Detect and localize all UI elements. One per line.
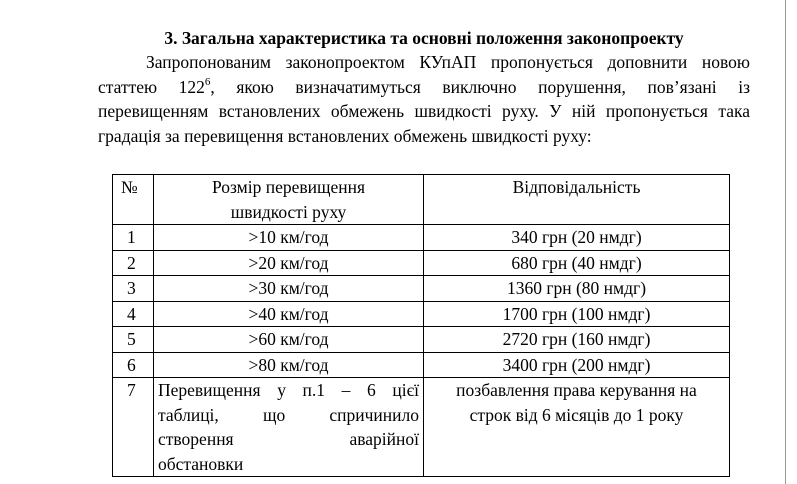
page-edge-line — [785, 0, 786, 484]
row-num: 5 — [113, 327, 154, 353]
row-liability: 1360 грн (80 нмдг) — [424, 276, 730, 302]
cell-line: обстановки — [158, 453, 244, 474]
row-excess: >40 км/год — [154, 301, 424, 327]
cell-line: позбавлення права керування на — [456, 380, 697, 400]
row-liability: 680 грн (40 нмдг) — [424, 250, 730, 276]
row-liability: 340 грн (20 нмдг) — [424, 225, 730, 251]
row-excess: >60 км/год — [154, 327, 424, 353]
article-superscript: 6 — [204, 75, 211, 88]
table-row — [113, 327, 730, 353]
article-ref: статтею 122 — [98, 76, 205, 97]
cell-line: Перевищення у п.1 – 6 цієї — [158, 380, 419, 400]
cell-line: створення аварійної — [158, 429, 419, 449]
paragraph-text: , якою визначатимуться виключно порушення, пов’язані із — [210, 76, 750, 97]
cell-line: строк від 6 місяців до 1 року — [469, 404, 684, 425]
row-excess — [154, 378, 424, 477]
intro-paragraph — [98, 50, 750, 148]
table-row — [113, 225, 730, 251]
row-liability: 1700 грн (100 нмдг) — [424, 301, 730, 327]
row-num: 1 — [113, 225, 154, 251]
table-row — [113, 378, 730, 477]
header-excess-line: швидкості руху — [230, 201, 347, 222]
row-liability: 2720 грн (160 нмдг) — [424, 327, 730, 353]
row-excess: >10 км/год — [154, 225, 424, 251]
paragraph-line: Запропонованим законопроектом КУпАП пропонується доповнити новою — [146, 52, 750, 72]
paragraph-line: перевищенням встановлених обмежень швидкості руху. У ній пропонується така — [98, 101, 750, 121]
cell-line: таблиці, що спричинило — [158, 404, 419, 425]
row-excess: >80 км/год — [154, 352, 424, 378]
row-liability: 3400 грн (200 нмдг) — [424, 352, 730, 378]
table-row — [113, 352, 730, 378]
row-num: 2 — [113, 250, 154, 276]
paragraph-line — [98, 75, 750, 100]
header-excess — [154, 175, 424, 225]
row-excess: >30 км/год — [154, 276, 424, 302]
row-num: 7 — [113, 378, 154, 477]
row-num: 3 — [113, 276, 154, 302]
table-row — [113, 276, 730, 302]
row-num: 6 — [113, 352, 154, 378]
section-title: 3. Загальна характеристика та основні положення законопроекту — [164, 28, 684, 48]
table-row — [113, 250, 730, 276]
header-liability: Відповідальність — [424, 175, 730, 225]
header-num: № — [113, 175, 154, 225]
row-excess: >20 км/год — [154, 250, 424, 276]
header-excess-line: Розмір перевищення — [211, 177, 366, 197]
table-header-row — [113, 175, 730, 225]
paragraph-line: градація за перевищення встановлених обмежень швидкості руху: — [98, 125, 592, 146]
speeding-penalty-table — [112, 174, 730, 477]
row-liability — [424, 378, 730, 477]
table-row — [113, 301, 730, 327]
row-num: 4 — [113, 301, 154, 327]
